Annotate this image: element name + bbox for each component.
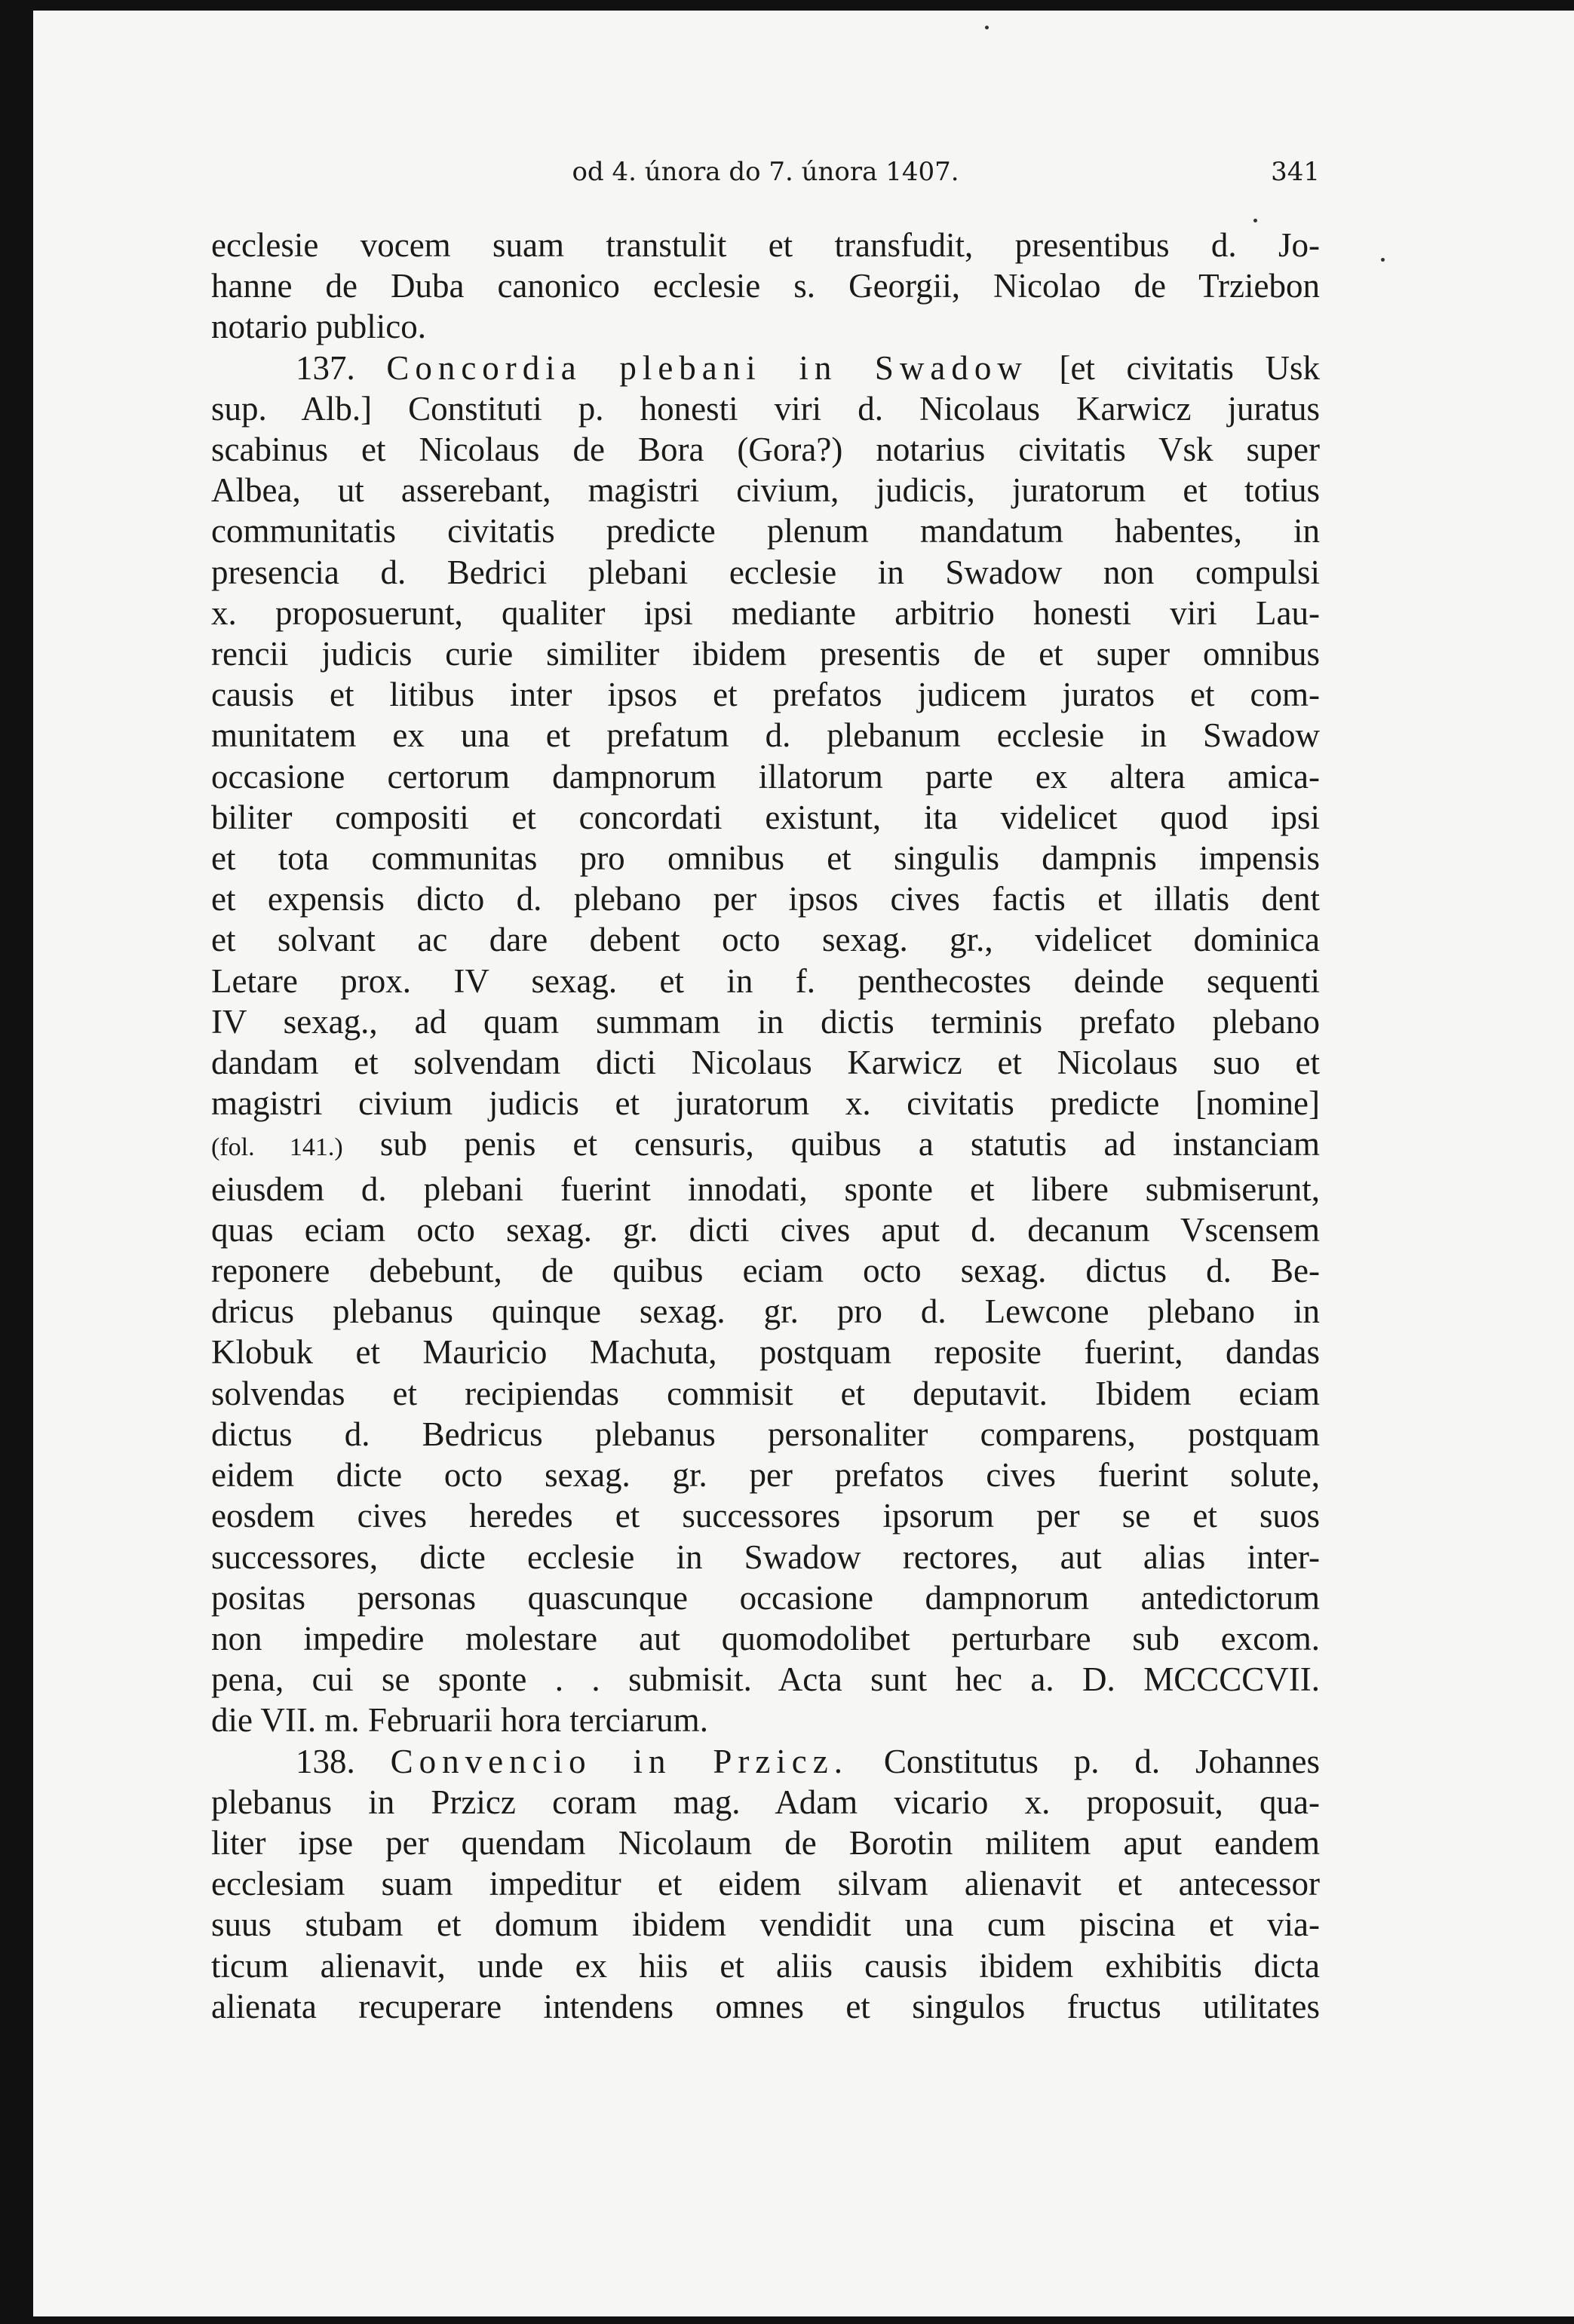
text-line: magistri civium judicis et juratorum x. civitatis predicte [nomine] <box>211 1084 1320 1123</box>
text-line: dandam et solvendam dicti Nicolaus Karwicz et Nicolaus suo et <box>211 1044 1320 1082</box>
text-line: ecclesie vocem suam transtulit et transfudit, presentibus d. Jo- <box>211 226 1320 264</box>
text-line: et tota communitas pro omnibus et singulis dampnis impensis <box>211 839 1320 878</box>
text-line: solvendas et recipiendas commisit et deputavit. Ibidem eciam <box>211 1374 1320 1412</box>
running-header <box>211 148 1320 193</box>
text-line: die VII. m. Februarii hora terciarum. <box>211 1701 708 1740</box>
text-line: occasione certorum dampnorum illatorum parte ex altera amica- <box>211 757 1320 796</box>
folio-marker: (fol. 141.) <box>211 1133 343 1162</box>
text-line: presencia d. Bedrici plebani ecclesie in Swadow non compulsi <box>211 553 1320 591</box>
speck <box>1381 258 1385 262</box>
text-line: IV sexag., ad quam summam in dictis terminis prefato plebano <box>211 1002 1320 1041</box>
text-line: biliter compositi et concordati existunt, ita videlicet quod ipsi <box>211 798 1320 836</box>
entry-number: 137. <box>296 348 355 387</box>
text-line: quas eciam octo sexag. gr. dicti cives aput d. decanum Vscensem <box>211 1210 1320 1249</box>
header-title: od 4. února do 7. února 1407. <box>572 157 959 187</box>
text-line: suus stubam et domum ibidem vendidit una cum piscina et via- <box>211 1905 1320 1944</box>
text-line: sub penis et censuris, quibus a statutis ad instanciam <box>379 1125 1321 1164</box>
text-line: et solvant ac dare debent octo sexag. gr., videlicet dominica <box>211 921 1320 959</box>
body-text <box>211 225 1320 2027</box>
text-line: positas personas quascunque occasione dampnorum antedictorum <box>211 1578 1320 1617</box>
text-line: communitatis civitatis predicte plenum mandatum habentes, in <box>211 512 1320 550</box>
text-line: eiusdem d. plebani fuerint innodati, sponte et libere submiserunt, <box>211 1170 1320 1208</box>
text-line: pena, cui se sponte . . submisit. Acta sunt hec a. D. MCCCCVII. <box>211 1660 1320 1699</box>
text-line: alienata recuperare intendens omnes et singulos fructus utilitates <box>211 1987 1320 2025</box>
text-line: Constitutus p. d. Johannes <box>883 1742 1321 1780</box>
scan-edge-bottom <box>0 2316 1574 2324</box>
entry-137-first-line <box>211 348 1320 388</box>
text-line: ecclesiam suam impeditur et eidem silvam alienavit et antecessor <box>211 1865 1320 1903</box>
text-line: sup. Alb.] Constituti p. honesti viri d. Nicolaus Karwicz juratus <box>211 389 1320 428</box>
text-line: notario publico. <box>211 308 426 346</box>
text-line: x. proposuerunt, qualiter ipsi mediante arbitrio honesti viri Lau- <box>211 593 1320 632</box>
entry-number: 138. <box>296 1742 355 1780</box>
text-line: et expensis dicto d. plebano per ipsos cives factis et illatis dent <box>211 880 1320 918</box>
text-line: munitatem ex una et prefatum d. plebanum ecclesie in Swadow <box>211 716 1320 755</box>
text-line: ticum alienavit, unde ex hiis et aliis causis ibidem exhibitis dicta <box>211 1946 1320 1985</box>
scan-edge-left <box>0 0 33 2324</box>
text-line: Klobuk et Mauricio Machuta, postquam reposite fuerint, dandas <box>211 1333 1320 1372</box>
text-line: dricus plebanus quinque sexag. gr. pro d. Lewcone plebano in <box>211 1292 1320 1331</box>
text-line: scabinus et Nicolaus de Bora (Gora?) notarius civitatis Vsk super <box>211 431 1320 469</box>
page-number: 341 <box>1271 157 1320 187</box>
scan-edge-top <box>0 0 1574 11</box>
speck <box>1253 219 1257 222</box>
entry-heading: Convencio in Przicz. <box>390 1742 849 1780</box>
entry-heading: Concordia plebani in Swadow <box>386 348 1028 387</box>
text-line: non impedire molestare aut quomodolibet perturbare sub excom. <box>211 1619 1320 1657</box>
entry-138-first-line <box>211 1741 1320 1782</box>
text-line: successores, dicte ecclesie in Swadow rectores, aut alias inter- <box>211 1538 1320 1576</box>
text-line: hanne de Duba canonico ecclesie s. Georgii, Nicolao de Trziebon <box>211 267 1320 305</box>
text-line: eosdem cives heredes et successores ipsorum per se et suos <box>211 1497 1320 1535</box>
text-line: rencii judicis curie similiter ibidem presentis de et super omnibus <box>211 635 1320 673</box>
text-line: reponere debebunt, de quibus eciam octo sexag. dictus d. Be- <box>211 1252 1320 1290</box>
speck <box>985 26 989 29</box>
text-line: causis et litibus inter ipsos et prefatos judicem juratos et com- <box>211 676 1320 714</box>
text-line: [et civitatis Usk <box>1059 348 1321 387</box>
text-line: liter ipse per quendam Nicolaum de Borotin militem aput eandem <box>211 1823 1320 1862</box>
text-line: Letare prox. IV sexag. et in f. penthecostes deinde sequenti <box>211 961 1320 1000</box>
text-line: dictus d. Bedricus plebanus personaliter comparens, postquam <box>211 1415 1320 1453</box>
text-line: eidem dicte octo sexag. gr. per prefatos cives fuerint solute, <box>211 1456 1320 1495</box>
text-line-with-folio <box>211 1124 1320 1168</box>
text-line: Albea, ut asserebant, magistri civium, judicis, juratorum et totius <box>211 471 1320 510</box>
text-line: plebanus in Przicz coram mag. Adam vicario x. proposuit, qua- <box>211 1783 1320 1821</box>
